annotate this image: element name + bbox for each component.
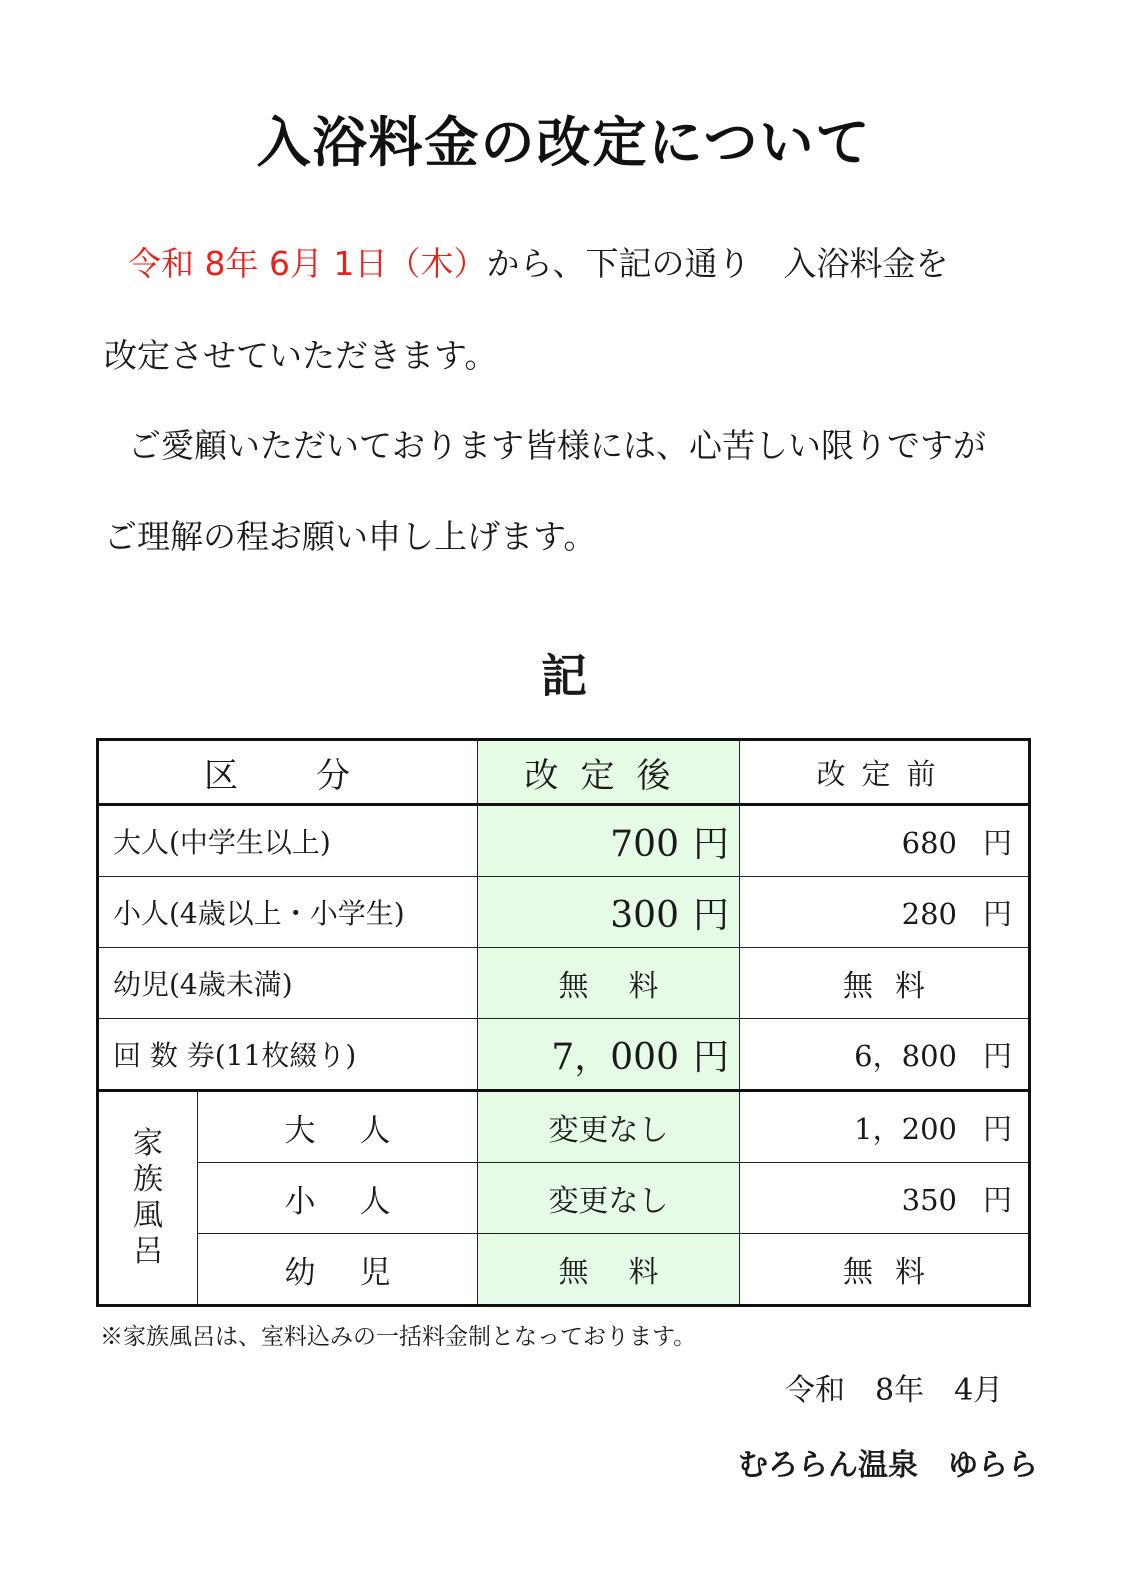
family-row-after: 変更なし	[478, 1091, 740, 1163]
row-after-price: 無料	[478, 948, 740, 1019]
row-before-price: 680 円	[740, 805, 1030, 877]
table-row	[98, 1091, 1030, 1163]
family-row-before: 1，200 円	[740, 1091, 1030, 1163]
family-row-category: 幼児	[198, 1234, 478, 1306]
intro-line-2: 改定させていただきます。	[104, 336, 498, 375]
row-before-price: 280 円	[740, 877, 1030, 948]
intro-line-4: ご理解の程お願い申し上げます。	[104, 517, 597, 556]
family-row-category: 小人	[198, 1163, 478, 1234]
header-before: 改定前	[740, 740, 1030, 805]
row-before-price: 無料	[740, 948, 1030, 1019]
family-row-before: 無料	[740, 1234, 1030, 1306]
intro-line-3: ご愛顧いただいております皆様には、心苦しい限りですが	[128, 426, 986, 465]
family-bath-note: ※家族風呂は、室料込みの一括料金制となっております。	[100, 1324, 697, 1350]
header-category: 区 分	[98, 740, 478, 805]
issue-date: 令和 8年 4月	[785, 1373, 1004, 1408]
intro-line-1	[128, 238, 948, 285]
row-category: 回 数 券(11枚綴り)	[98, 1019, 478, 1091]
table-row	[98, 948, 1030, 1019]
row-after-price: 700 円	[478, 805, 740, 877]
row-before-price: 6，800 円	[740, 1019, 1030, 1091]
table-row	[98, 877, 1030, 948]
page-title: 入浴料金の改定について	[256, 111, 872, 174]
family-row-before: 350 円	[740, 1163, 1030, 1234]
row-category: 幼児(4歳未満)	[98, 948, 478, 1019]
family-row-after: 変更なし	[478, 1163, 740, 1234]
intro-line-1-rest: から、下記の通り 入浴料金を	[486, 244, 949, 283]
table-row	[98, 1019, 1030, 1091]
table-row	[98, 805, 1030, 877]
row-after-price: 300 円	[478, 877, 740, 948]
family-row-after: 無料	[478, 1234, 740, 1306]
ki-heading: 記	[541, 649, 587, 703]
table-row	[98, 1163, 1030, 1234]
effective-date: 令和 8年 6月 1日（木）	[128, 244, 487, 283]
facility-name: むろらん温泉 ゆらら	[738, 1448, 1038, 1483]
row-category: 小人(4歳以上・小学生)	[98, 877, 478, 948]
table-header-row	[98, 740, 1030, 805]
fee-table	[96, 738, 1031, 1307]
header-after: 改定後	[478, 740, 740, 805]
row-category: 大人(中学生以上)	[98, 805, 478, 877]
table-row	[98, 1234, 1030, 1306]
family-row-category: 大人	[198, 1091, 478, 1163]
family-bath-label: 家 族 風 呂	[98, 1091, 198, 1306]
row-after-price: 7，000 円	[478, 1019, 740, 1091]
